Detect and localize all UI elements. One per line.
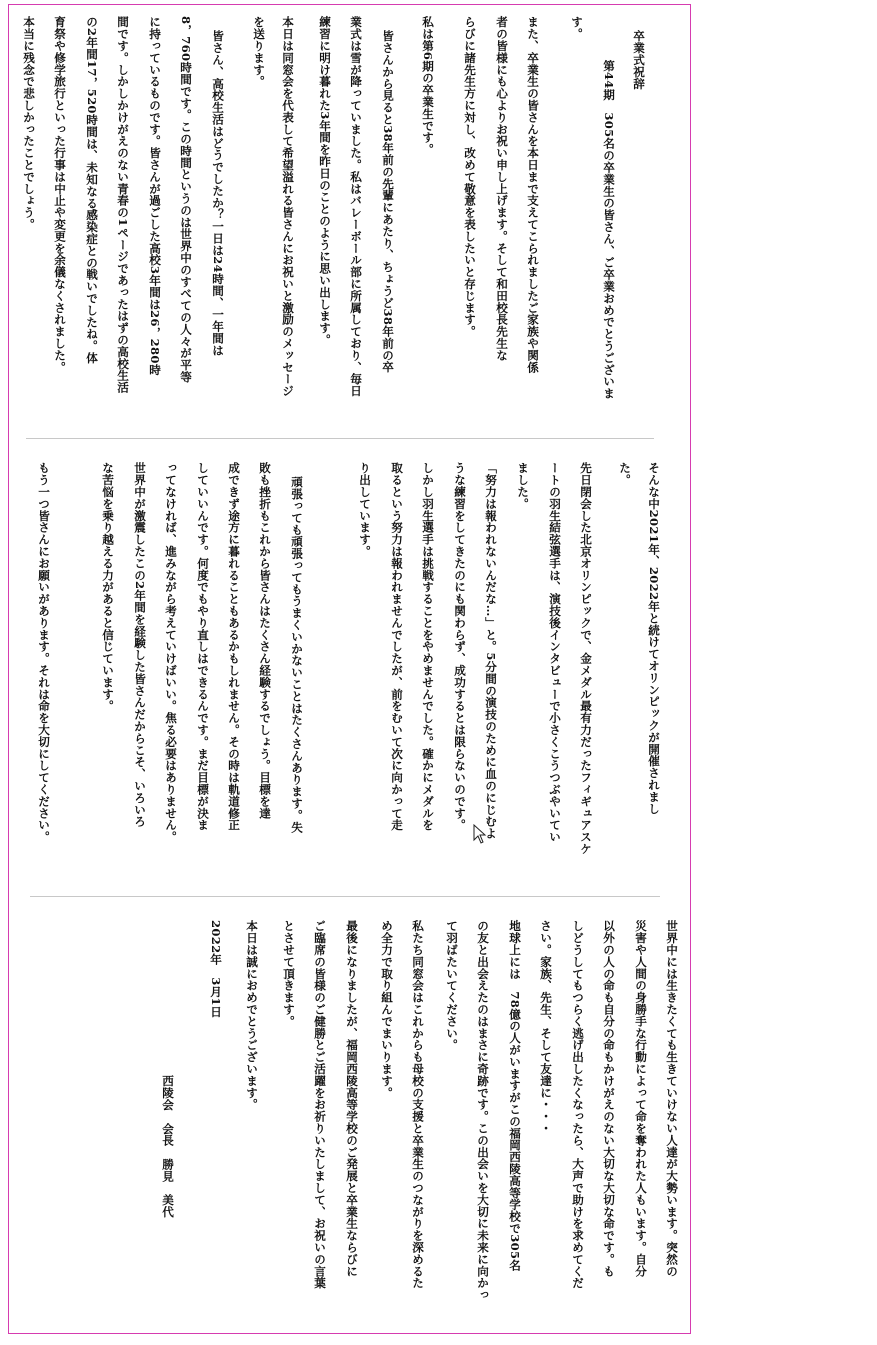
text-column: め全力で取り組んでまいります。 (380, 920, 394, 1099)
text-column: 育祭や修学旅行といった行事は中止や変更を余儀なくされました。 (53, 16, 67, 373)
text-column: 練習に明け暮れた3年間を昨日のことのように思い出します。 (318, 16, 332, 346)
text-column: 地球上には 78億の人がいますがこの福岡西陵高等学校で305名 (508, 920, 522, 1272)
text-column: て羽ばたいてください。 (445, 920, 459, 1051)
text-column: 敗も挫折もこれから皆さんはたくさん経験するでしょう。目標を達 (258, 462, 272, 819)
section-divider (26, 438, 654, 439)
text-column: 第44期 305名の卒業生の皆さん、ご卒業おめでとうございま (602, 60, 616, 400)
text-column: 「努力は報われないんだな…」と。5分間の演技のために血のにじむよ (484, 462, 498, 840)
text-column: うな練習をしてきたのにも関わらず、成功するとは限らないのです。 (453, 462, 467, 831)
text-column: 私たち同窓会はこれからも母校の支援と卒業生のつながりを深めるた (411, 920, 425, 1289)
text-column: また、卒業生の皆さんを本日まで支えてこられましたご家族や関係 (526, 16, 540, 373)
text-column: ートの羽生結弦選手は、演技後インタビューで小さくこうつぶやいてい (548, 462, 562, 843)
text-column: 皆さん、高校生活はどうでしたか？一日は24時間、一年間は (211, 30, 225, 357)
text-column: 本当に残念で悲しかったことでしょう。 (22, 16, 36, 231)
text-column: ました。 (516, 462, 530, 510)
text-column: 者の皆様にも心よりお祝い申し上げます。そして和田校長先生な (495, 16, 509, 362)
text-column: ってなければ、進みながら考えていけばいい。焦る必要はありません。 (164, 462, 178, 843)
text-column: 取るという努力は報われませんでしたが、前をむいて次に向かって走 (390, 462, 404, 831)
text-column: 8，760時間です。この時間というのは世界中のすべての人々が平等 (179, 16, 193, 383)
mouse-pointer-icon (473, 824, 487, 844)
text-column: 以外の人の命も自分の命もかけがえのない大切な大切な命です。も (602, 920, 616, 1277)
text-column: な苦悩を乗り越える力があると信じています。 (101, 462, 115, 712)
text-column: 間です。しかしかけがえのない青春の1ページであったはずの高校生活 (116, 16, 130, 394)
text-column: さい。家族、先生、そして友達に・・・ (539, 920, 553, 1135)
text-column: た。 (618, 462, 632, 486)
text-column: らびに諸先生方に対し、改めて敬意を表したいと存じます。 (463, 16, 477, 338)
text-column: そんな中2021年、2022年と続けてオリンピックが開催されまし (647, 462, 661, 815)
text-column: 世界中が激震したこの2年間を経験した皆さんだからこそ、いろいろ (133, 462, 147, 828)
text-column: とさせて頂きます。 (282, 920, 296, 1028)
text-column: 私は第6期の卒業生です。 (421, 16, 435, 156)
text-column: の友と出会えたのはまさに奇跡です。この出会いを大切に未来に向かっ (476, 920, 490, 1301)
text-column: しどうしてもつらく逃げ出したくなったら、大声で助けを求めてくだ (571, 920, 585, 1289)
text-column: 世界中には生きたくても生きていけない人達が大勢います。突然の (665, 920, 679, 1277)
text-column: していいんです。何度でもやり直しはできるんです。まだ目標が決ま (196, 462, 210, 831)
text-column: もう一つ皆さんにお願いがあります。それは命を大切にしてください。 (37, 462, 51, 843)
text-column: 皆さんから見ると38年前の先輩にあたり、ちょうど38年前の卒 (381, 30, 395, 373)
text-column: 業式は雪が降っていました。私はバレーボール部に所属しており、毎日 (349, 16, 363, 397)
signature: 西陵会 会長 勝見 美代 (161, 1075, 175, 1218)
text-column: 本日は誠におめでとうございます。 (245, 920, 259, 1111)
text-column: 最後になりましたが、福岡西陵高等学校のご発展と卒業生ならびに (345, 920, 359, 1277)
text-column: しかし羽生選手は挑戦することをやめませんでした。確かにメダルを (421, 462, 435, 831)
text-column: 災害や人間の身勝手な行動によって命を奪われた人もいます。自分 (634, 920, 648, 1277)
text-column: 成できず途方に暮れることもあるかもしれません。その時は軌道修正 (227, 462, 241, 831)
speech-date: 2022年 3月1日 (209, 920, 223, 1018)
speech-title: 卒業式祝辞 (632, 30, 646, 90)
text-column: ご臨席の皆様のご健勝とご活躍をお祈りいたしまして、お祝いの言葉 (313, 920, 327, 1289)
text-column: に持っているものです。皆さんが過ごした高校3年間は26，280時 (148, 16, 162, 376)
text-column: 頑張っても頑張ってもうまくいかないことはたくさんあります。失 (290, 476, 304, 833)
section-divider (30, 896, 660, 897)
text-column: 本日は同窓会を代表して希望溢れる皆さんにお祝いと激励のメッセージ (281, 16, 295, 397)
text-column: す。 (570, 16, 584, 40)
text-column: の2年間17，520時間は、未知なる感染症との戦いでしたね。体 (85, 16, 99, 364)
text-column: を送ります。 (252, 16, 266, 88)
text-column: 先日閉会した北京オリンピックで、金メダル最有力だったフィギュアスケ (579, 462, 593, 855)
text-column: り出しています。 (358, 462, 372, 558)
